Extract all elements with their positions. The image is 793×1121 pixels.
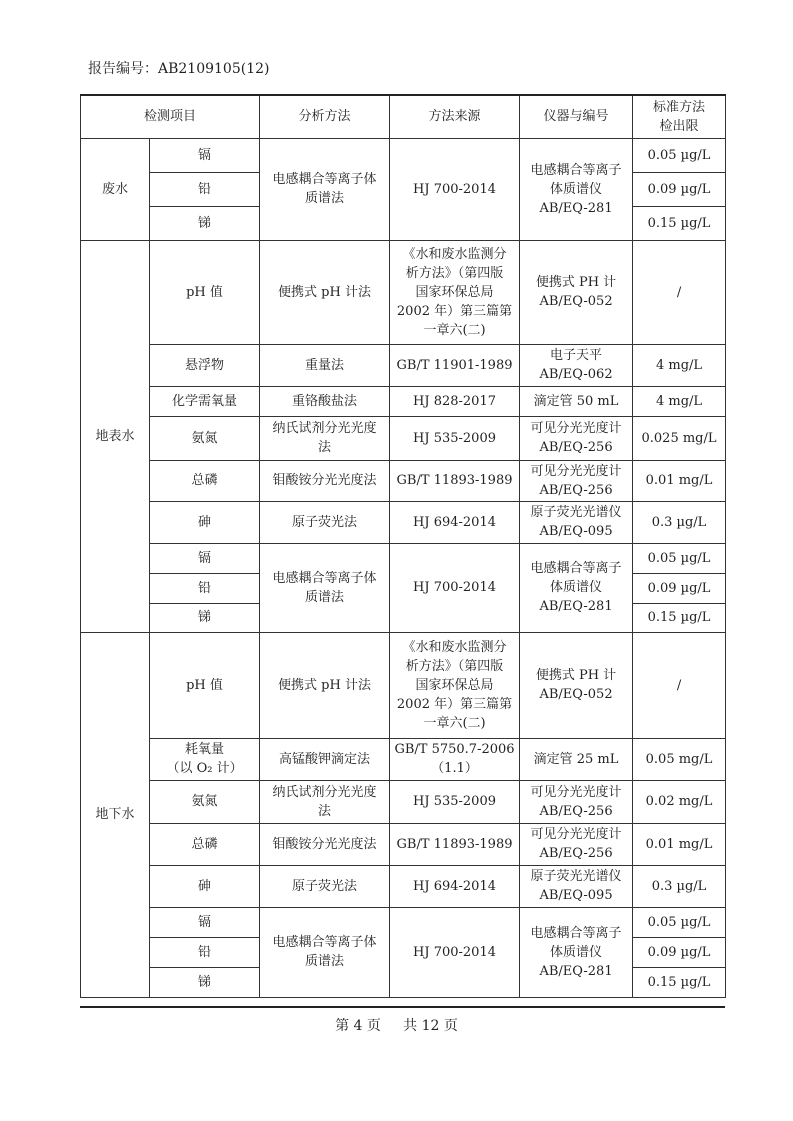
table-row: [81, 823, 726, 865]
table-bottom-rule: [80, 1006, 725, 1008]
method-nh3: 纳氏试剂分光光度 法: [260, 780, 390, 823]
table-row: [81, 138, 726, 172]
source-as: HJ 694-2014: [390, 501, 520, 543]
table-row: [81, 501, 726, 543]
source-nh3: HJ 535-2009: [390, 416, 520, 460]
method-table: [80, 94, 726, 998]
table-row: [81, 543, 726, 573]
source-ph: 《水和废水监测分 析方法》（第四版 国家环保总局 2002 年）第三篇第 一章六(二): [390, 632, 520, 738]
method-ss: 重量法: [260, 344, 390, 386]
source-ss: GB/T 11901-1989: [390, 344, 520, 386]
instrument-icpms: 电感耦合等离子 体质谱仪 AB/EQ-281: [520, 907, 633, 997]
limit-nh3: 0.02 mg/L: [633, 780, 726, 823]
method-as: 原子荧光法: [260, 865, 390, 907]
item-sb: 锑: [150, 206, 260, 240]
header-limit: 标准方法 检出限: [633, 95, 726, 138]
instrument-ph: 便携式 PH 计 AB/EQ-052: [520, 632, 633, 738]
instrument-as: 原子荧光光谱仪 AB/EQ-095: [520, 501, 633, 543]
item-ss: 悬浮物: [150, 344, 260, 386]
method-ph: 便携式 pH 计法: [260, 632, 390, 738]
table-row: [81, 780, 726, 823]
item-as: 砷: [150, 501, 260, 543]
instrument-icpms: 电感耦合等离子 体质谱仪 AB/EQ-281: [520, 543, 633, 632]
table-row: [81, 632, 726, 738]
table-row: [81, 738, 726, 780]
instrument-icpms: 电感耦合等离子 体质谱仪 AB/EQ-281: [520, 138, 633, 240]
limit-as: 0.3 µg/L: [633, 501, 726, 543]
limit-codmn: 0.05 mg/L: [633, 738, 726, 780]
method-icpms: 电感耦合等离子体 质谱法: [260, 138, 390, 240]
limit-ph: /: [633, 240, 726, 344]
instrument-tp: 可见分光光度计 AB/EQ-256: [520, 460, 633, 501]
item-sb: 锑: [150, 967, 260, 997]
instrument-codmn: 滴定管 25 mL: [520, 738, 633, 780]
item-pb: 铅: [150, 937, 260, 967]
instrument-ph: 便携式 PH 计 AB/EQ-052: [520, 240, 633, 344]
limit-pb: 0.09 µg/L: [633, 573, 726, 603]
item-tp: 总磷: [150, 460, 260, 501]
limit-cd: 0.05 µg/L: [633, 138, 726, 172]
source-hj700: HJ 700-2014: [390, 543, 520, 632]
item-ph: pH 值: [150, 632, 260, 738]
source-tp: GB/T 11893-1989: [390, 460, 520, 501]
instrument-cod: 滴定管 50 mL: [520, 386, 633, 416]
table-row: [81, 344, 726, 386]
instrument-nh3: 可见分光光度计 AB/EQ-256: [520, 416, 633, 460]
limit-sb: 0.15 µg/L: [633, 967, 726, 997]
item-cd: 镉: [150, 543, 260, 573]
item-ph: pH 值: [150, 240, 260, 344]
table-row: [81, 416, 726, 460]
source-codmn: GB/T 5750.7-2006 （1.1）: [390, 738, 520, 780]
table-row: [81, 907, 726, 937]
item-nh3: 氨氮: [150, 780, 260, 823]
method-cod: 重铬酸盐法: [260, 386, 390, 416]
limit-sb: 0.15 µg/L: [633, 206, 726, 240]
category-surface-water: 地表水: [81, 240, 150, 632]
source-cod: HJ 828-2017: [390, 386, 520, 416]
method-as: 原子荧光法: [260, 501, 390, 543]
source-tp: GB/T 11893-1989: [390, 823, 520, 865]
item-sb: 锑: [150, 603, 260, 632]
table-header-row: [81, 95, 726, 138]
header-item: 检测项目: [81, 95, 260, 138]
source-nh3: HJ 535-2009: [390, 780, 520, 823]
instrument-as: 原子荧光光谱仪 AB/EQ-095: [520, 865, 633, 907]
limit-cod: 4 mg/L: [633, 386, 726, 416]
item-as: 砷: [150, 865, 260, 907]
item-pb: 铅: [150, 573, 260, 603]
item-cd: 镉: [150, 138, 260, 172]
table-row: [81, 240, 726, 344]
limit-ph: /: [633, 632, 726, 738]
page-number: 第 4 页: [335, 1018, 381, 1034]
report-number: 报告编号：AB2109105(12): [88, 61, 270, 77]
item-cod: 化学需氧量: [150, 386, 260, 416]
source-hj700: HJ 700-2014: [390, 138, 520, 240]
source-hj700: HJ 700-2014: [390, 907, 520, 997]
instrument-tp: 可见分光光度计 AB/EQ-256: [520, 823, 633, 865]
category-wastewater: 废水: [81, 138, 150, 240]
limit-ss: 4 mg/L: [633, 344, 726, 386]
method-nh3: 纳氏试剂分光光度 法: [260, 416, 390, 460]
method-ph: 便携式 pH 计法: [260, 240, 390, 344]
method-icpms: 电感耦合等离子体 质谱法: [260, 907, 390, 997]
limit-nh3: 0.025 mg/L: [633, 416, 726, 460]
source-ph: 《水和废水监测分 析方法》（第四版 国家环保总局 2002 年）第三篇第 一章六(二): [390, 240, 520, 344]
page-footer: [0, 1015, 793, 1035]
method-icpms: 电感耦合等离子体 质谱法: [260, 543, 390, 632]
table-row: [81, 865, 726, 907]
limit-pb: 0.09 µg/L: [633, 937, 726, 967]
limit-as: 0.3 µg/L: [633, 865, 726, 907]
limit-cd: 0.05 µg/L: [633, 907, 726, 937]
limit-cd: 0.05 µg/L: [633, 543, 726, 573]
limit-pb: 0.09 µg/L: [633, 172, 726, 206]
limit-sb: 0.15 µg/L: [633, 603, 726, 632]
table-row: [81, 386, 726, 416]
instrument-nh3: 可见分光光度计 AB/EQ-256: [520, 780, 633, 823]
method-tp: 钼酸铵分光光度法: [260, 823, 390, 865]
method-codmn: 高锰酸钾滴定法: [260, 738, 390, 780]
page-total: 共 12 页: [403, 1018, 458, 1034]
header-instrument: 仪器与编号: [520, 95, 633, 138]
header-source: 方法来源: [390, 95, 520, 138]
method-tp: 钼酸铵分光光度法: [260, 460, 390, 501]
table-row: [81, 460, 726, 501]
limit-tp: 0.01 mg/L: [633, 823, 726, 865]
header-method: 分析方法: [260, 95, 390, 138]
category-ground-water: 地下水: [81, 632, 150, 997]
item-tp: 总磷: [150, 823, 260, 865]
item-nh3: 氨氮: [150, 416, 260, 460]
instrument-ss: 电子天平 AB/EQ-062: [520, 344, 633, 386]
item-codmn: 耗氧量 （以 O₂ 计）: [150, 738, 260, 780]
item-cd: 镉: [150, 907, 260, 937]
item-pb: 铅: [150, 172, 260, 206]
limit-tp: 0.01 mg/L: [633, 460, 726, 501]
source-as: HJ 694-2014: [390, 865, 520, 907]
